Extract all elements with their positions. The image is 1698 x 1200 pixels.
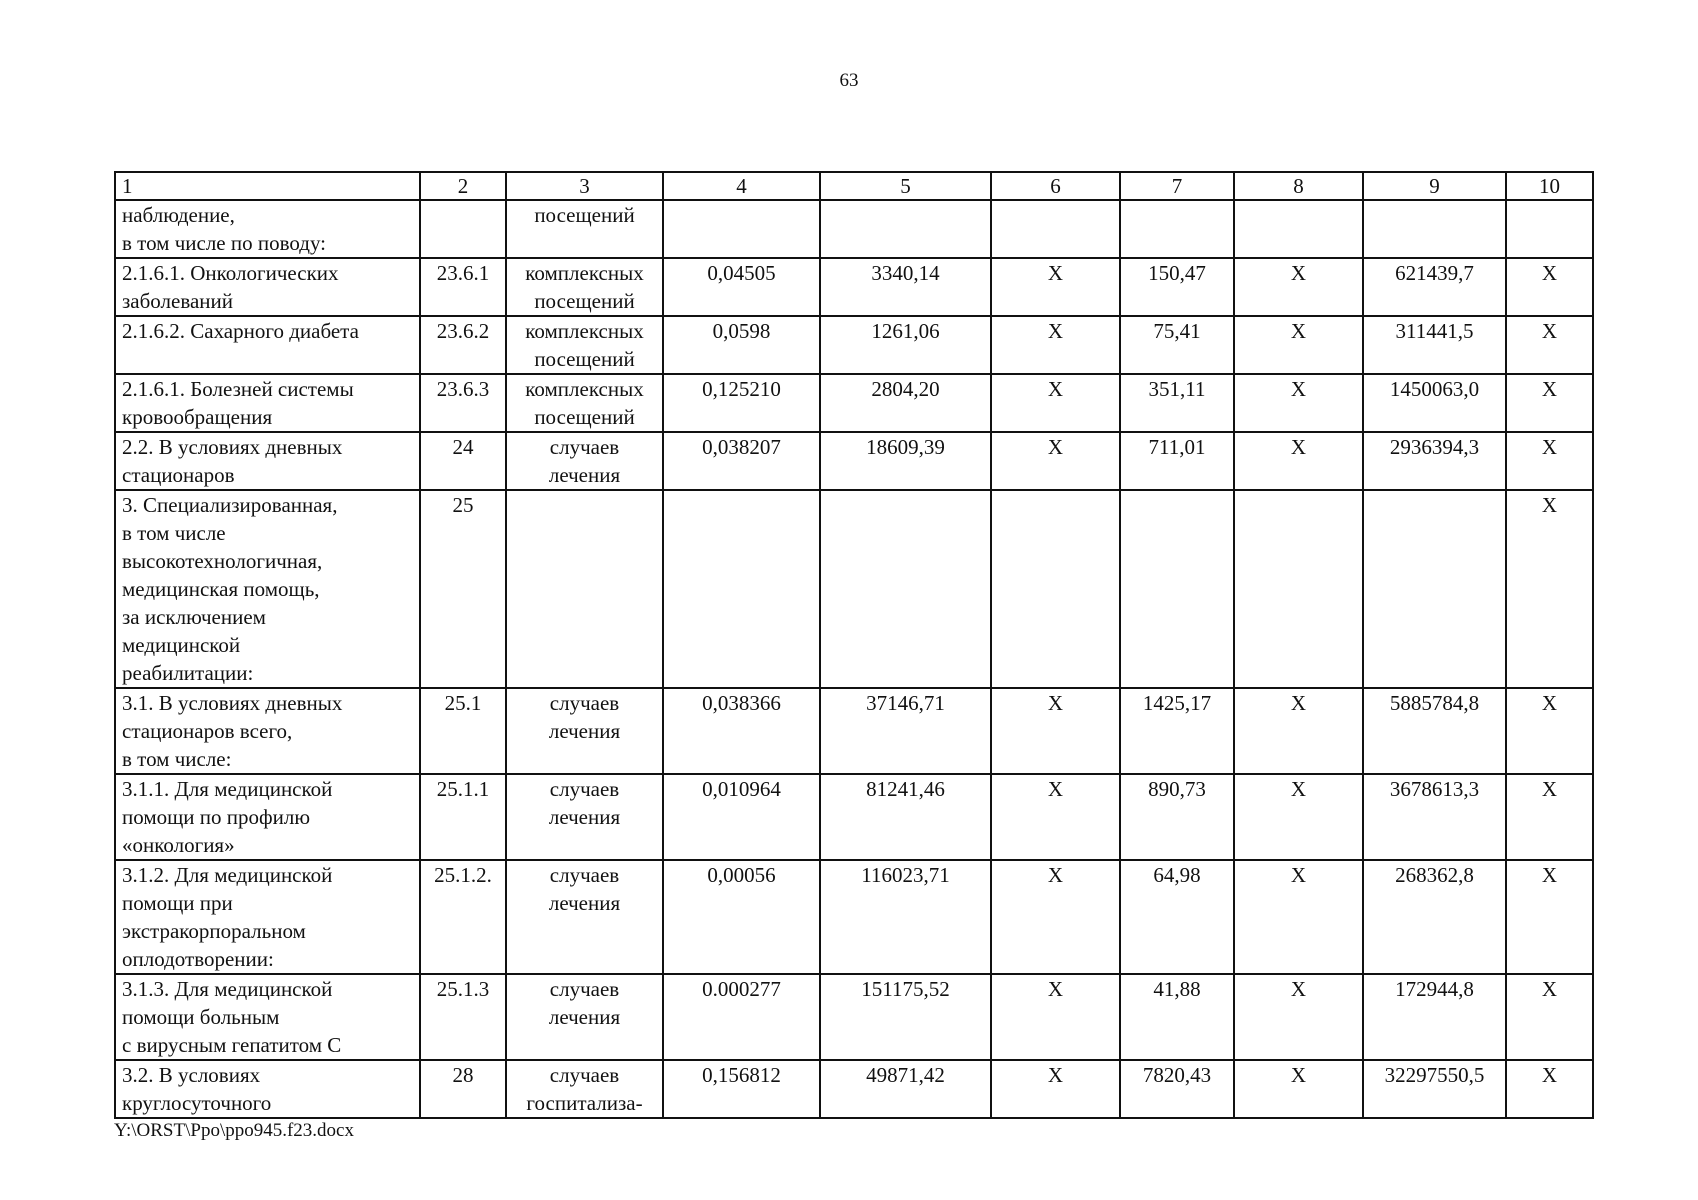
table-cell-col-3: случаев лечения — [506, 688, 663, 774]
table-row — [115, 316, 1593, 374]
table-row — [115, 1060, 1593, 1118]
table-body — [115, 172, 1593, 1118]
table-row — [115, 200, 1593, 258]
table-cell-col-2: 28 — [420, 1060, 506, 1118]
table-cell-col-3: комплексных посещений — [506, 316, 663, 374]
table-cell-col-4: 0,0598 — [663, 316, 820, 374]
footer-file-path: Y:\ORST\Ppo\ppo945.f23.docx — [114, 1120, 354, 1141]
table-cell-col-1: 3.1. В условиях дневных стационаров всего, в том числе: — [115, 688, 420, 774]
table-cell-col-6: Х — [991, 860, 1120, 974]
table-cell-col-7: 41,88 — [1120, 974, 1234, 1060]
table-cell-col-7: 1425,17 — [1120, 688, 1234, 774]
table-cell-col-5: 81241,46 — [820, 774, 991, 860]
table-cell-col-4: 0,156812 — [663, 1060, 820, 1118]
table-cell-col-1: 3.1.1. Для медицинской помощи по профилю «онкология» — [115, 774, 420, 860]
table-cell-col-10: Х — [1506, 432, 1593, 490]
table-cell-col-1: 3.1.3. Для медицинской помощи больным с вирусным гепатитом С — [115, 974, 420, 1060]
table-cell-col-2: 25 — [420, 490, 506, 688]
table-cell-col-10: Х — [1506, 316, 1593, 374]
table-cell-col-3: посещений — [506, 200, 663, 258]
table-cell-col-10: Х — [1506, 688, 1593, 774]
table-cell-col-5: 3340,14 — [820, 258, 991, 316]
table-cell-col-4 — [663, 490, 820, 688]
table-cell-col-8: Х — [1234, 432, 1363, 490]
table-cell-col-7: 351,11 — [1120, 374, 1234, 432]
table-cell-col-6: Х — [991, 774, 1120, 860]
table-cell-col-6 — [991, 490, 1120, 688]
table-cell-col-9: 1450063,0 — [1363, 374, 1506, 432]
table-cell-col-1: 3. Специализированная, в том числе высокотехнологичная, медицинская помощь, за исключением медицинской реабилитации: — [115, 490, 420, 688]
table-row — [115, 432, 1593, 490]
table-cell-col-8: Х — [1234, 374, 1363, 432]
table-cell-col-4: 0,125210 — [663, 374, 820, 432]
table-cell-col-6: Х — [991, 688, 1120, 774]
table-cell-col-7 — [1120, 200, 1234, 258]
table-cell-col-3: случаев лечения — [506, 432, 663, 490]
table-cell-col-1: 3.1.2. Для медицинской помощи при экстракорпоральном оплодотворении: — [115, 860, 420, 974]
table-cell-col-5: 37146,71 — [820, 688, 991, 774]
table-cell-col-6 — [991, 200, 1120, 258]
table-cell-col-2: 25.1.1 — [420, 774, 506, 860]
table-cell-col-9: 621439,7 — [1363, 258, 1506, 316]
data-table — [114, 171, 1594, 1119]
table-cell-col-7: 7820,43 — [1120, 1060, 1234, 1118]
table-cell-col-8: Х — [1234, 974, 1363, 1060]
table-cell-col-10: Х — [1506, 974, 1593, 1060]
header-cell-col-2: 2 — [420, 172, 506, 200]
table-cell-col-8 — [1234, 200, 1363, 258]
header-cell-col-6: 6 — [991, 172, 1120, 200]
table-cell-col-6: Х — [991, 258, 1120, 316]
table-cell-col-7: 150,47 — [1120, 258, 1234, 316]
table-cell-col-9: 172944,8 — [1363, 974, 1506, 1060]
table-cell-col-2 — [420, 200, 506, 258]
table-cell-col-9: 32297550,5 — [1363, 1060, 1506, 1118]
table-cell-col-8: Х — [1234, 316, 1363, 374]
table-cell-col-6: Х — [991, 974, 1120, 1060]
table-cell-col-5: 49871,42 — [820, 1060, 991, 1118]
header-cell-col-5: 5 — [820, 172, 991, 200]
table-cell-col-3: случаев госпитализа- — [506, 1060, 663, 1118]
table-cell-col-2: 23.6.1 — [420, 258, 506, 316]
header-cell-col-8: 8 — [1234, 172, 1363, 200]
table-row — [115, 688, 1593, 774]
header-cell-col-1: 1 — [115, 172, 420, 200]
table-cell-col-5: 116023,71 — [820, 860, 991, 974]
table-cell-col-9: 5885784,8 — [1363, 688, 1506, 774]
table-cell-col-5: 2804,20 — [820, 374, 991, 432]
table-cell-col-4: 0,038207 — [663, 432, 820, 490]
table-cell-col-8: Х — [1234, 258, 1363, 316]
table-cell-col-9: 311441,5 — [1363, 316, 1506, 374]
page-number: 63 — [839, 70, 859, 91]
table-cell-col-3: комплексных посещений — [506, 258, 663, 316]
table-cell-col-7: 75,41 — [1120, 316, 1234, 374]
table-cell-col-10: Х — [1506, 490, 1593, 688]
table-cell-col-2: 25.1.2. — [420, 860, 506, 974]
header-cell-col-3: 3 — [506, 172, 663, 200]
table-row — [115, 258, 1593, 316]
table-cell-col-6: Х — [991, 432, 1120, 490]
table-row — [115, 774, 1593, 860]
table-row — [115, 374, 1593, 432]
table-cell-col-7 — [1120, 490, 1234, 688]
table-cell-col-1: 2.1.6.1. Болезней системы кровообращения — [115, 374, 420, 432]
table-cell-col-1: 3.2. В условиях круглосуточного — [115, 1060, 420, 1118]
table-row — [115, 490, 1593, 688]
table-cell-col-5 — [820, 200, 991, 258]
table-cell-col-1: 2.1.6.1. Онкологических заболеваний — [115, 258, 420, 316]
table-cell-col-2: 23.6.2 — [420, 316, 506, 374]
table-cell-col-4: 0,00056 — [663, 860, 820, 974]
table-cell-col-4: 0.000277 — [663, 974, 820, 1060]
table-cell-col-8: Х — [1234, 860, 1363, 974]
table-cell-col-6: Х — [991, 374, 1120, 432]
table-cell-col-6: Х — [991, 1060, 1120, 1118]
table-cell-col-5: 151175,52 — [820, 974, 991, 1060]
table-header-row — [115, 172, 1593, 200]
table-cell-col-4: 0,04505 — [663, 258, 820, 316]
table-cell-col-3: случаев лечения — [506, 774, 663, 860]
table-cell-col-3: случаев лечения — [506, 860, 663, 974]
header-cell-col-10: 10 — [1506, 172, 1593, 200]
table-cell-col-6: Х — [991, 316, 1120, 374]
table-cell-col-2: 24 — [420, 432, 506, 490]
table-cell-col-1: 2.2. В условиях дневных стационаров — [115, 432, 420, 490]
table-cell-col-10: Х — [1506, 374, 1593, 432]
table-cell-col-10: Х — [1506, 860, 1593, 974]
table-cell-col-5 — [820, 490, 991, 688]
header-cell-col-9: 9 — [1363, 172, 1506, 200]
table-cell-col-8 — [1234, 490, 1363, 688]
table-cell-col-4: 0,038366 — [663, 688, 820, 774]
table-cell-col-7: 64,98 — [1120, 860, 1234, 974]
table-cell-col-10: Х — [1506, 258, 1593, 316]
table-cell-col-5: 18609,39 — [820, 432, 991, 490]
table-cell-col-10: Х — [1506, 1060, 1593, 1118]
table-cell-col-10: Х — [1506, 774, 1593, 860]
table-cell-col-9: 3678613,3 — [1363, 774, 1506, 860]
table-cell-col-1: 2.1.6.2. Сахарного диабета — [115, 316, 420, 374]
table-cell-col-8: Х — [1234, 774, 1363, 860]
table-cell-col-3 — [506, 490, 663, 688]
table-row — [115, 860, 1593, 974]
header-cell-col-7: 7 — [1120, 172, 1234, 200]
table-cell-col-4 — [663, 200, 820, 258]
table-cell-col-3: случаев лечения — [506, 974, 663, 1060]
table-cell-col-1: наблюдение, в том числе по поводу: — [115, 200, 420, 258]
table-cell-col-7: 711,01 — [1120, 432, 1234, 490]
table-cell-col-9: 268362,8 — [1363, 860, 1506, 974]
table-cell-col-8: Х — [1234, 1060, 1363, 1118]
table-cell-col-2: 23.6.3 — [420, 374, 506, 432]
table-cell-col-2: 25.1.3 — [420, 974, 506, 1060]
table-cell-col-8: Х — [1234, 688, 1363, 774]
table-cell-col-9 — [1363, 490, 1506, 688]
table-cell-col-4: 0,010964 — [663, 774, 820, 860]
table-row — [115, 974, 1593, 1060]
table-cell-col-5: 1261,06 — [820, 316, 991, 374]
table-cell-col-10 — [1506, 200, 1593, 258]
header-cell-col-4: 4 — [663, 172, 820, 200]
table-cell-col-9 — [1363, 200, 1506, 258]
table-cell-col-9: 2936394,3 — [1363, 432, 1506, 490]
table-cell-col-7: 890,73 — [1120, 774, 1234, 860]
table-cell-col-3: комплексных посещений — [506, 374, 663, 432]
table-cell-col-2: 25.1 — [420, 688, 506, 774]
